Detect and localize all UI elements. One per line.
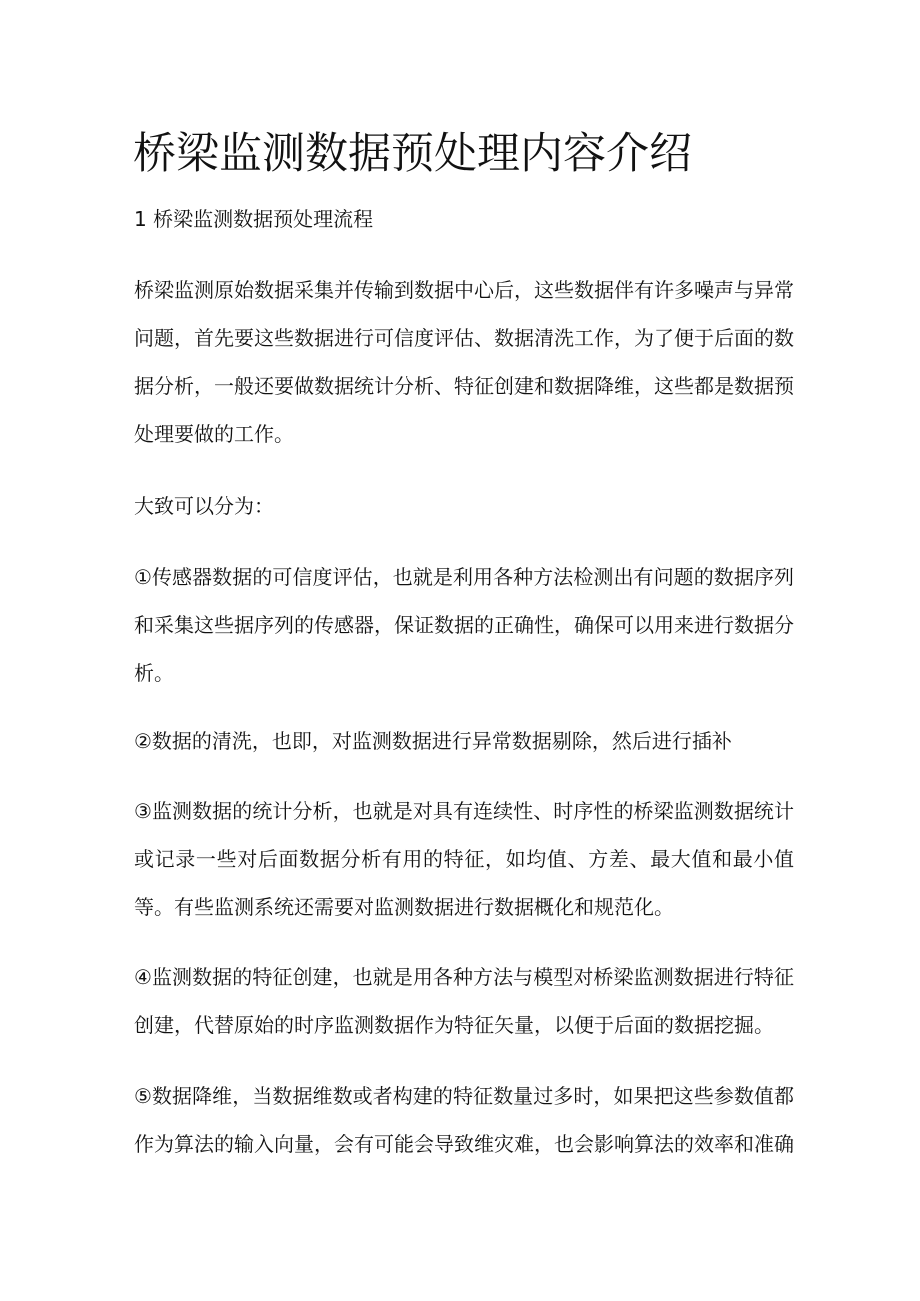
paragraph-overview: 大致可以分为： <box>134 494 274 518</box>
section-heading: 1 桥梁监测数据预处理流程 <box>134 207 374 231</box>
document-title: 桥梁监测数据预处理内容介绍 <box>133 129 692 179</box>
paragraph-step-3: ③监测数据的统计分析，也就是对具有连续性、时序性的桥梁监测数据统计或记录一些对后面数据分析有用的特征，如均值、方差、最大值和最小值等。有些监测系统还需要对监测数据进行数据概化和规范化。 <box>134 799 794 919</box>
paragraph-step-4: ④监测数据的特征创建，也就是用各种方法与模型对桥梁监测数据进行特征创建，代替原始的时序监测数据作为特征矢量，以便于后面的数据挖掘。 <box>134 965 794 1037</box>
paragraph-step-5: ⑤数据降维，当数据维数或者构建的特征数量过多时，如果把这些参数值都作为算法的输入向量，会有可能会导致维灾难，也会影响算法的效率和准确 <box>134 1084 794 1156</box>
paragraph-step-1: ①传感器数据的可信度评估，也就是利用各种方法检测出有问题的数据序列和采集这些据序列的传感器，保证数据的正确性，确保可以用来进行数据分析。 <box>134 565 794 685</box>
paragraph-step-2: ②数据的清洗，也即，对监测数据进行异常数据剔除，然后进行插补 <box>134 729 732 753</box>
paragraph-intro: 桥梁监测原始数据采集并传输到数据中心后，这些数据伴有许多噪声与异常问题，首先要这些数据进行可信度评估、数据清洗工作，为了便于后面的数据分析，一般还要做数据统计分析、特征创建和数据降维，这些都是数据预处理要做的工作。 <box>134 278 794 446</box>
